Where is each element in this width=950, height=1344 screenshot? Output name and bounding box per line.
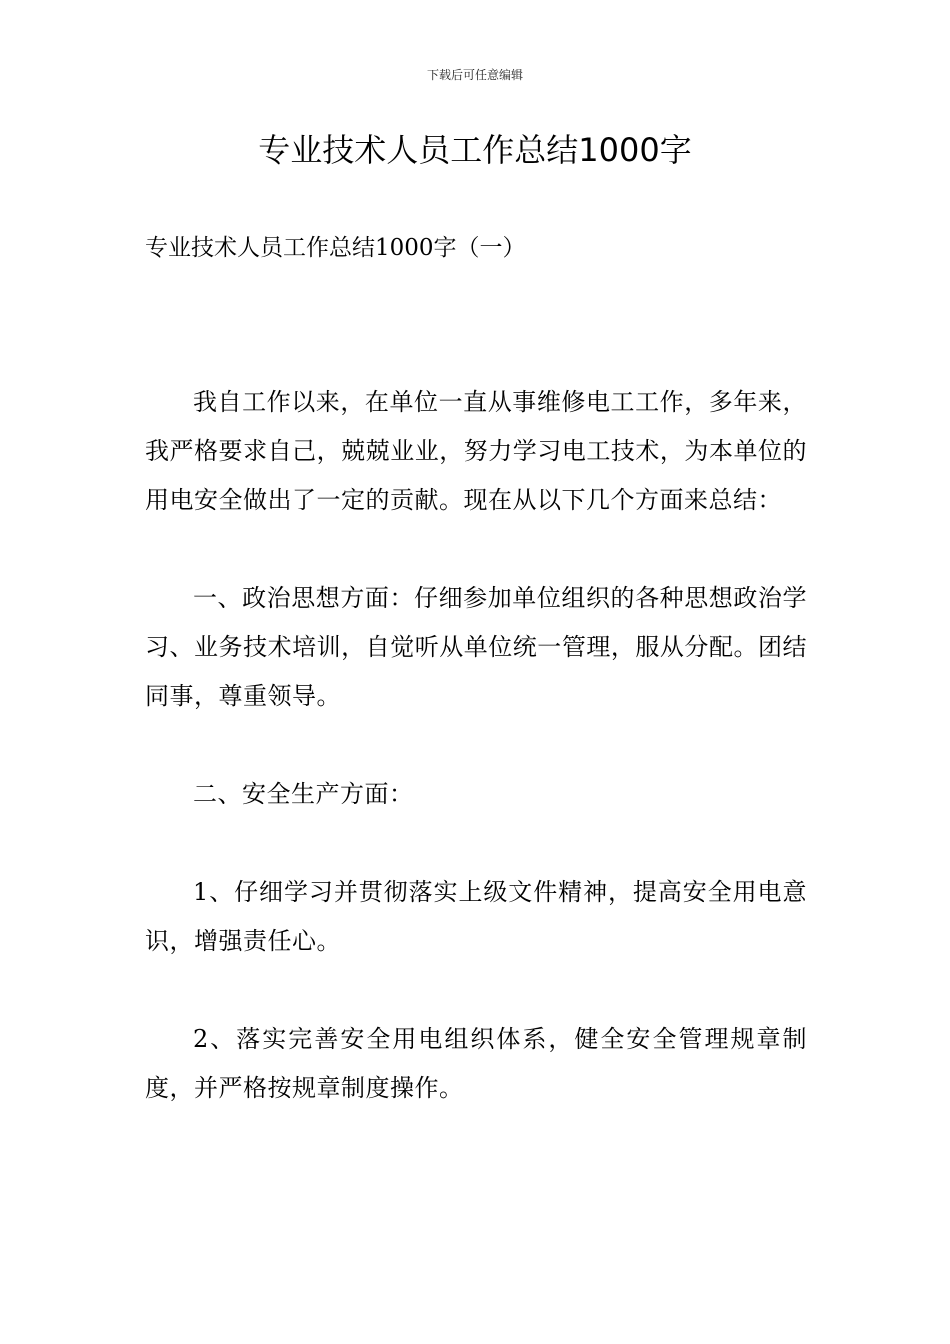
section-title: 专业技术人员工作总结1000字（一） (145, 235, 526, 261)
paragraph-gap (145, 966, 807, 1015)
paragraph-safety-heading: 二、安全生产方面： (193, 780, 414, 808)
header-note: 下载后可任意编辑 (426, 68, 523, 82)
document-body (145, 378, 807, 1113)
paragraph-gap (145, 819, 807, 868)
paragraph-item-1: 1、仔细学习并贯彻落实上级文件精神，提高安全用电意识，增强责任心。 (145, 878, 807, 955)
document-title: 专业技术人员工作总结1000字 (258, 131, 692, 169)
paragraph-gap (145, 525, 807, 574)
paragraph-gap (145, 721, 807, 770)
paragraph-item-2: 2、落实完善安全用电组织体系，健全安全管理规章制度，并严格按规章制度操作。 (145, 1025, 807, 1102)
paragraph-political: 一、政治思想方面：仔细参加单位组织的各种思想政治学习、业务技术培训，自觉听从单位统一管理，服从分配。团结同事，尊重领导。 (145, 584, 807, 710)
paragraph-intro: 我自工作以来，在单位一直从事维修电工工作，多年来，我严格要求自己，兢兢业业，努力学习电工技术，为本单位的用电安全做出了一定的贡献。现在从以下几个方面来总结： (145, 388, 807, 514)
